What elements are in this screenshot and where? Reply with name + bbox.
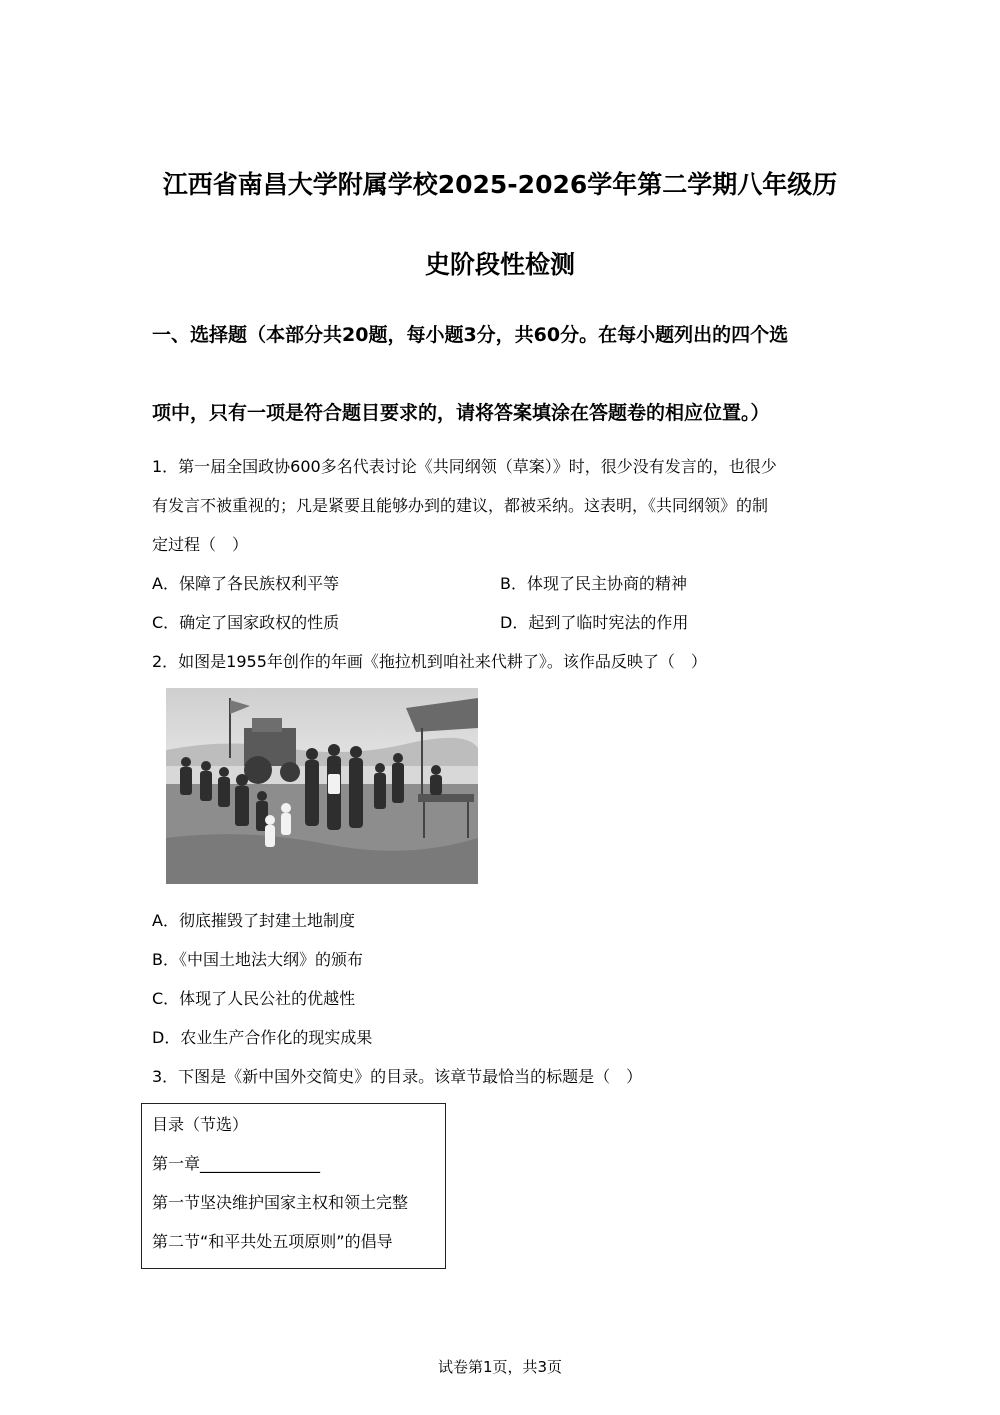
q1-stem-line-2: 有发言不被重视的；凡是紧要且能够办到的建议，都被采纳。这表明，《共同纲领》的制 — [152, 496, 769, 515]
q1-option-a: A．保障了各民族权利平等 — [152, 574, 339, 593]
q2-stem: 2．如图是1955年创作的年画《拖拉机到咱社来代耕了》。该作品反映了（ ） — [152, 652, 707, 671]
q3-stem: 3．下图是《新中国外交简史》的目录。该章节最恰当的标题是（ ） — [152, 1067, 643, 1086]
toc-heading: 目录（节选） — [152, 1115, 249, 1134]
tractor-painting-image — [166, 688, 478, 884]
exam-title-line-2: 史阶段性检测 — [424, 250, 575, 279]
q2-option-c: C．体现了人民公社的优越性 — [152, 989, 356, 1008]
toc-chapter-blank: 第一章_______________ — [152, 1154, 321, 1173]
q2-option-b: B．《中国土地法大纲》的颁布 — [152, 950, 363, 969]
q1-option-c: C．确定了国家政权的性质 — [152, 613, 340, 632]
q2-option-a: A．彻底摧毁了封建土地制度 — [152, 911, 355, 930]
q2-option-d: D．农业生产合作化的现实成果 — [152, 1028, 373, 1047]
toc-section-2: 第二节“和平共处五项原则”的倡导 — [152, 1232, 393, 1251]
section-heading-line-2: 项中，只有一项是符合题目要求的，请将答案填涂在答题卷的相应位置。） — [152, 402, 770, 424]
q1-option-b: B．体现了民主协商的精神 — [500, 574, 687, 593]
exam-title-line-1: 江西省南昌大学附属学校2025-2026学年第二学期八年级历 — [162, 170, 838, 199]
toc-section-1: 第一节坚决维护国家主权和领土完整 — [152, 1193, 409, 1212]
page-footer: 试卷第1页，共3页 — [437, 1358, 563, 1376]
q1-stem-line-1: 1．第一届全国政协600多名代表讨论《共同纲领（草案）》时，很少没有发言的，也很少 — [152, 457, 777, 476]
section-heading-line-1: 一、选择题（本部分共20题，每小题3分，共60分。在每小题列出的四个选 — [152, 324, 789, 346]
table-of-contents-box — [141, 1103, 446, 1269]
q1-option-d: D．起到了临时宪法的作用 — [500, 613, 689, 632]
q1-stem-line-3: 定过程（ ） — [152, 535, 249, 554]
